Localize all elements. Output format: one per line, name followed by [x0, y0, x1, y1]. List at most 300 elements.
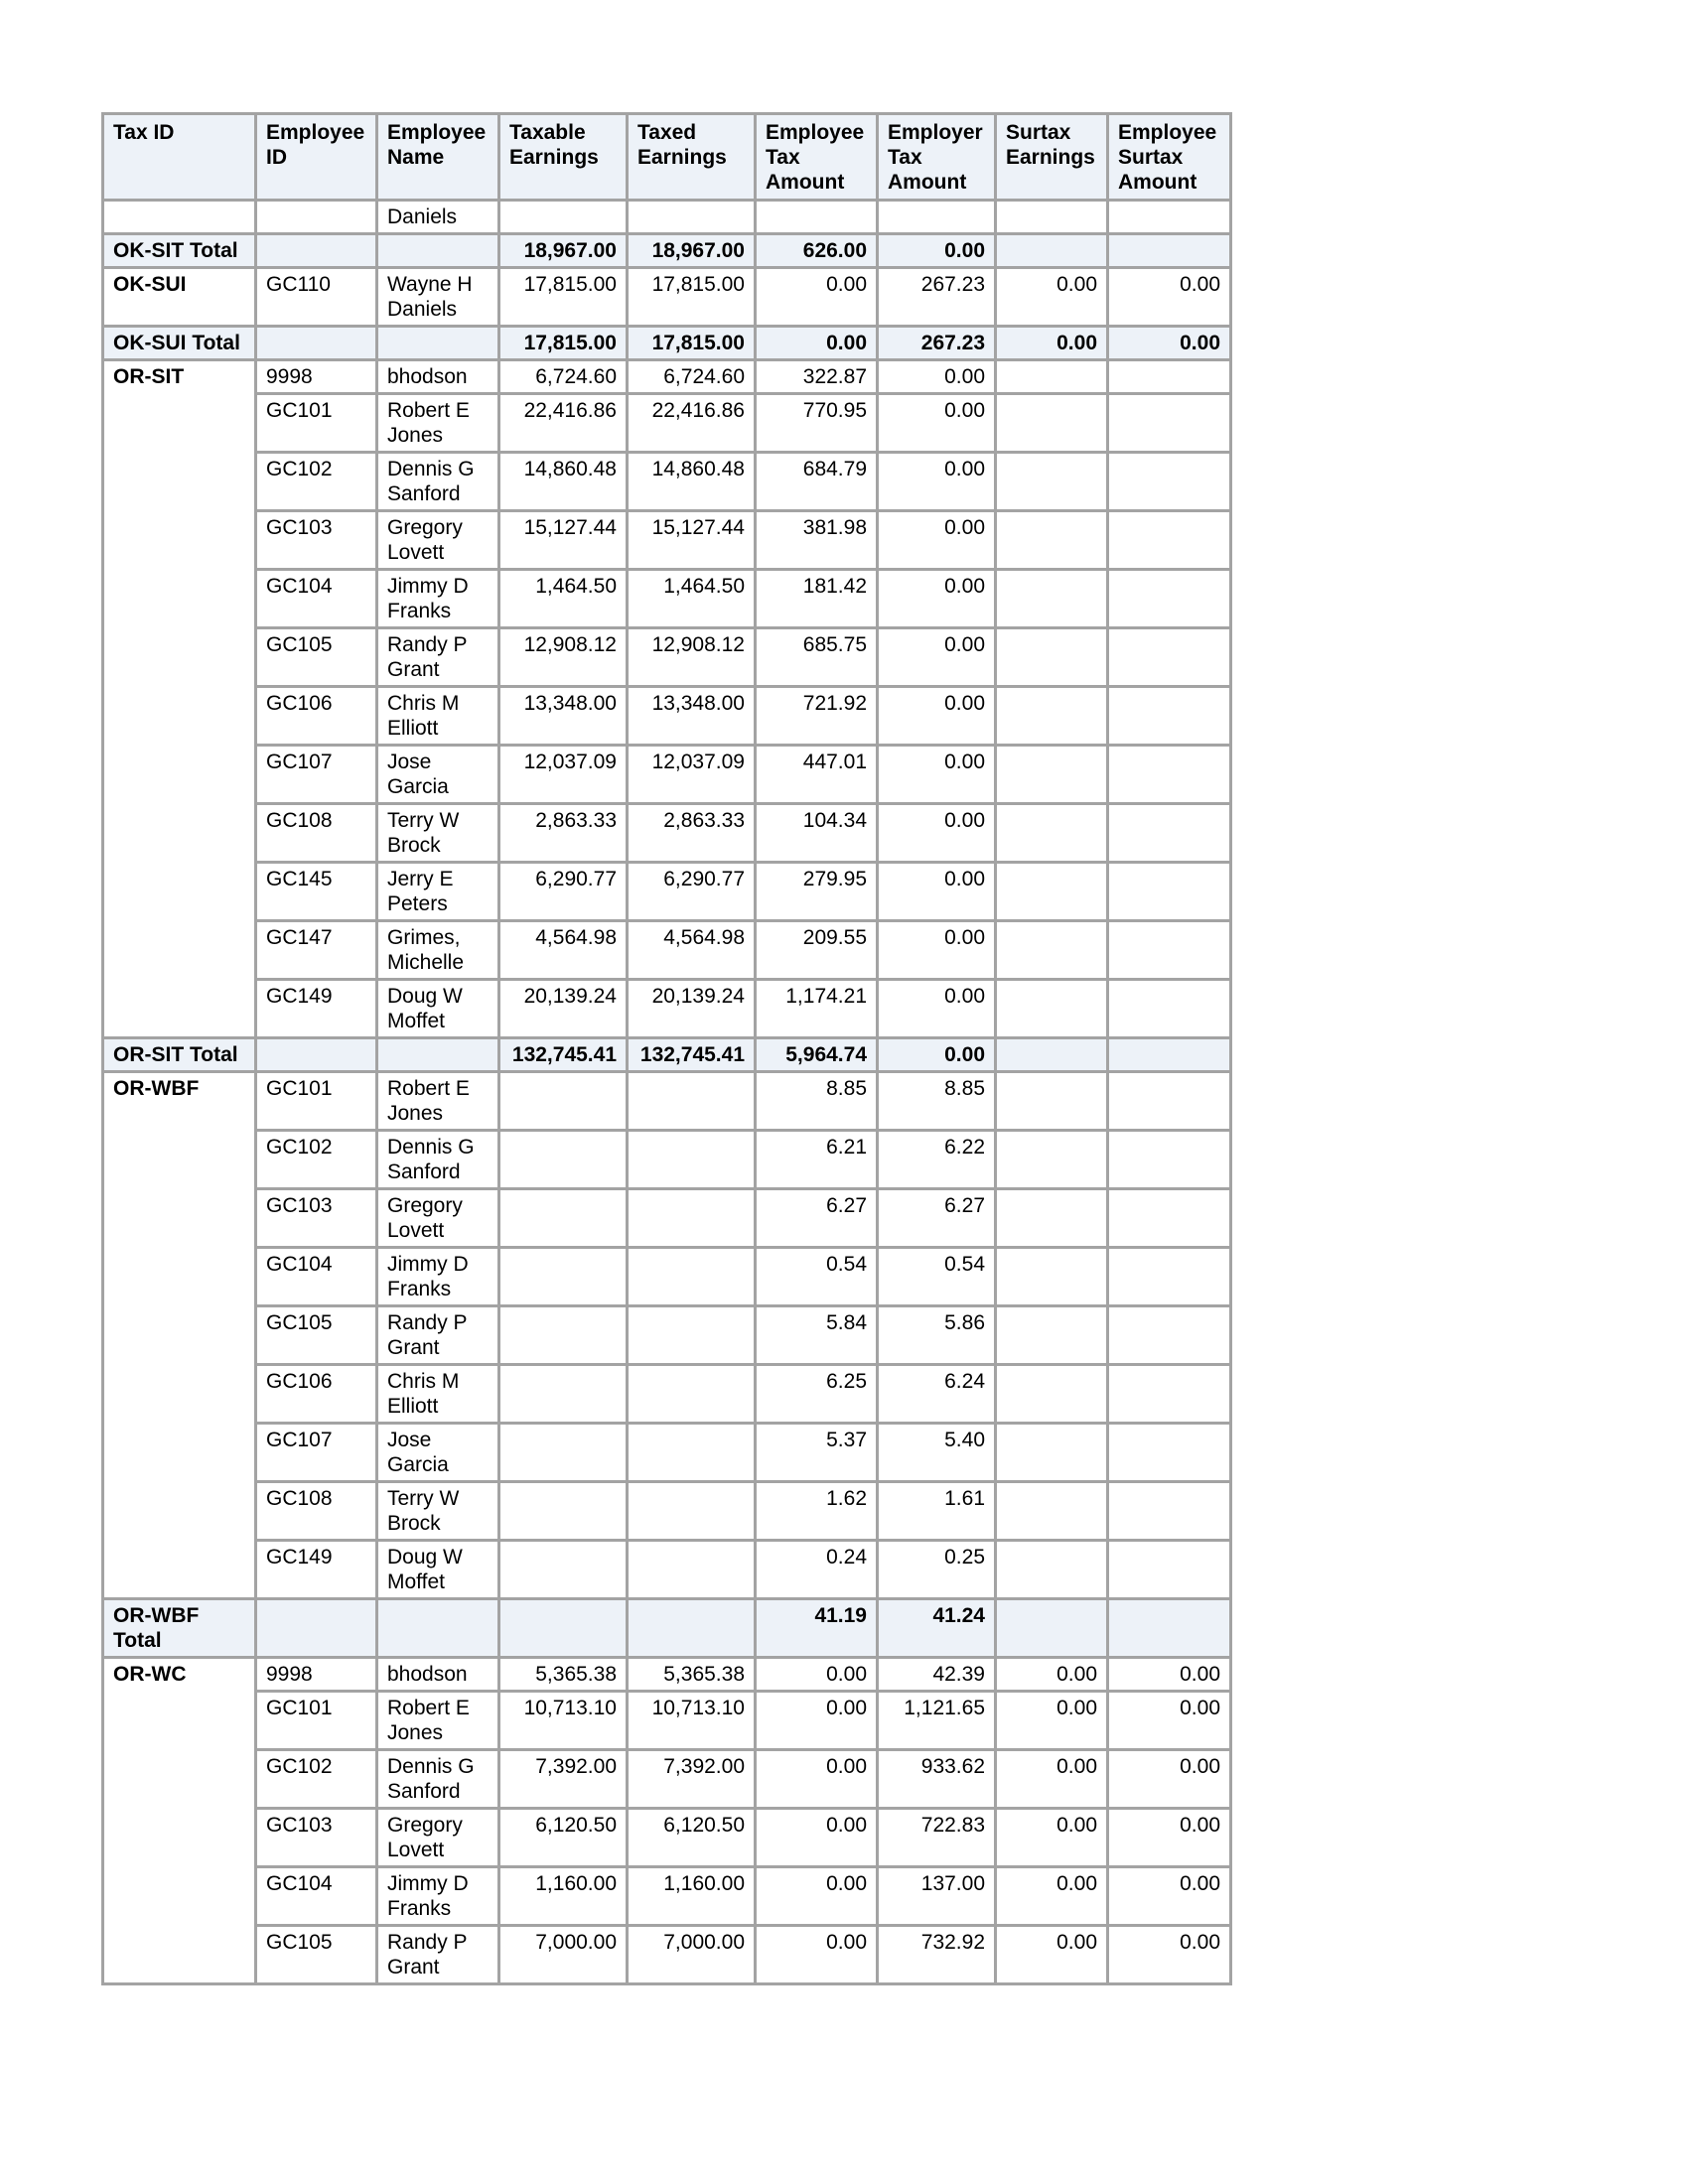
- employee-id-cell: [256, 1038, 377, 1072]
- tax-id-cell: [103, 570, 256, 628]
- taxable-earnings-cell: [499, 1131, 628, 1189]
- taxable-earnings-cell: 15,127.44: [499, 511, 628, 570]
- surtax-earnings-cell: [996, 1482, 1108, 1541]
- employee-id-cell: GC149: [256, 980, 377, 1038]
- employer-tax-amount-cell: 0.00: [878, 804, 996, 863]
- employee-tax-amount-cell: 6.25: [756, 1365, 878, 1424]
- tax-id-cell: [103, 687, 256, 746]
- tax-id-cell: OK-SUI: [103, 268, 256, 327]
- table-row: [103, 1248, 1231, 1306]
- employee-tax-amount-cell: 1.62: [756, 1482, 878, 1541]
- surtax-earnings-cell: 0.00: [996, 1750, 1108, 1809]
- taxed-earnings-cell: 1,160.00: [628, 1867, 756, 1926]
- employee-name-cell: bhodson: [377, 360, 499, 394]
- employer-tax-amount-cell: 0.00: [878, 921, 996, 980]
- employee-name-cell: Robert E Jones: [377, 1072, 499, 1131]
- tax-id-cell: [103, 1750, 256, 1809]
- tax-id-cell: [103, 921, 256, 980]
- surtax-earnings-cell: 0.00: [996, 1926, 1108, 1984]
- tax-id-cell: OR-SIT: [103, 360, 256, 394]
- employee-id-cell: [256, 1599, 377, 1658]
- employee-id-cell: GC102: [256, 1131, 377, 1189]
- table-row: [103, 1809, 1231, 1867]
- employee-name-cell: Doug W Moffet: [377, 980, 499, 1038]
- col-header-employee-name: Employee Name: [377, 114, 499, 201]
- taxable-earnings-cell: [499, 1365, 628, 1424]
- taxable-earnings-cell: 22,416.86: [499, 394, 628, 453]
- surtax-earnings-cell: 0.00: [996, 268, 1108, 327]
- employee-name-cell: Daniels: [377, 201, 499, 234]
- employee-name-cell: Dennis G Sanford: [377, 453, 499, 511]
- taxed-earnings-cell: 132,745.41: [628, 1038, 756, 1072]
- taxed-earnings-cell: 4,564.98: [628, 921, 756, 980]
- employee-surtax-amount-cell: [1108, 1248, 1231, 1306]
- employer-tax-amount-cell: [878, 201, 996, 234]
- table-row: [103, 746, 1231, 804]
- col-header-taxable-earnings: Taxable Earnings: [499, 114, 628, 201]
- employer-tax-amount-cell: 0.00: [878, 863, 996, 921]
- employee-name-cell: Randy P Grant: [377, 628, 499, 687]
- employer-tax-amount-cell: 0.54: [878, 1248, 996, 1306]
- employer-tax-amount-cell: 137.00: [878, 1867, 996, 1926]
- taxed-earnings-cell: [628, 1424, 756, 1482]
- employee-surtax-amount-cell: [1108, 687, 1231, 746]
- employee-surtax-amount-cell: [1108, 453, 1231, 511]
- employee-surtax-amount-cell: [1108, 394, 1231, 453]
- surtax-earnings-cell: [996, 570, 1108, 628]
- employee-id-cell: GC145: [256, 863, 377, 921]
- employee-tax-amount-cell: 0.00: [756, 1867, 878, 1926]
- table-row: [103, 687, 1231, 746]
- taxable-earnings-cell: [499, 1599, 628, 1658]
- employer-tax-amount-cell: 6.24: [878, 1365, 996, 1424]
- employee-id-cell: [256, 234, 377, 268]
- taxable-earnings-cell: 5,365.38: [499, 1658, 628, 1692]
- taxable-earnings-cell: 14,860.48: [499, 453, 628, 511]
- tax-id-cell: [103, 1424, 256, 1482]
- taxable-earnings-cell: [499, 1248, 628, 1306]
- taxable-earnings-cell: [499, 1482, 628, 1541]
- employee-tax-amount-cell: 0.24: [756, 1541, 878, 1599]
- surtax-earnings-cell: 0.00: [996, 1867, 1108, 1926]
- employer-tax-amount-cell: 5.86: [878, 1306, 996, 1365]
- surtax-earnings-cell: [996, 687, 1108, 746]
- taxed-earnings-cell: 15,127.44: [628, 511, 756, 570]
- tax-id-cell: [103, 1482, 256, 1541]
- header-row: [103, 114, 1231, 201]
- tax-id-cell: [103, 980, 256, 1038]
- table-row: [103, 1541, 1231, 1599]
- employee-name-cell: Dennis G Sanford: [377, 1750, 499, 1809]
- employee-id-cell: GC104: [256, 1867, 377, 1926]
- employee-tax-amount-cell: 6.21: [756, 1131, 878, 1189]
- employee-surtax-amount-cell: [1108, 570, 1231, 628]
- employee-id-cell: GC106: [256, 1365, 377, 1424]
- taxed-earnings-cell: 18,967.00: [628, 234, 756, 268]
- employee-tax-amount-cell: 770.95: [756, 394, 878, 453]
- employee-name-cell: Chris M Elliott: [377, 687, 499, 746]
- taxed-earnings-cell: [628, 1248, 756, 1306]
- table-row: [103, 570, 1231, 628]
- taxable-earnings-cell: 6,290.77: [499, 863, 628, 921]
- total-row: [103, 1599, 1231, 1658]
- taxed-earnings-cell: [628, 1189, 756, 1248]
- employee-surtax-amount-cell: 0.00: [1108, 1750, 1231, 1809]
- employee-id-cell: GC105: [256, 628, 377, 687]
- surtax-earnings-cell: 0.00: [996, 1658, 1108, 1692]
- col-header-surtax-earnings: Surtax Earnings: [996, 114, 1108, 201]
- table-row: [103, 1926, 1231, 1984]
- employee-tax-amount-cell: 381.98: [756, 511, 878, 570]
- table-row: [103, 1424, 1231, 1482]
- employee-tax-amount-cell: 685.75: [756, 628, 878, 687]
- taxable-earnings-cell: [499, 1072, 628, 1131]
- taxable-earnings-cell: [499, 1424, 628, 1482]
- employee-id-cell: GC105: [256, 1306, 377, 1365]
- employee-tax-amount-cell: 0.54: [756, 1248, 878, 1306]
- employee-tax-amount-cell: 0.00: [756, 1926, 878, 1984]
- col-header-employee-tax-amount: Employee Tax Amount: [756, 114, 878, 201]
- taxable-earnings-cell: [499, 201, 628, 234]
- employee-id-cell: GC105: [256, 1926, 377, 1984]
- employee-name-cell: Randy P Grant: [377, 1306, 499, 1365]
- col-header-taxed-earnings: Taxed Earnings: [628, 114, 756, 201]
- employee-surtax-amount-cell: [1108, 921, 1231, 980]
- employee-surtax-amount-cell: [1108, 1072, 1231, 1131]
- col-header-employee-surtax-amount: Employee Surtax Amount: [1108, 114, 1231, 201]
- surtax-earnings-cell: 0.00: [996, 327, 1108, 360]
- employee-id-cell: [256, 327, 377, 360]
- employee-tax-amount-cell: 8.85: [756, 1072, 878, 1131]
- taxable-earnings-cell: [499, 1541, 628, 1599]
- employee-tax-amount-cell: 0.00: [756, 1750, 878, 1809]
- employer-tax-amount-cell: 0.00: [878, 746, 996, 804]
- surtax-earnings-cell: [996, 1189, 1108, 1248]
- total-row: [103, 234, 1231, 268]
- tax-id-cell: OR-WBF Total: [103, 1599, 256, 1658]
- employee-name-cell: Jimmy D Franks: [377, 1867, 499, 1926]
- surtax-earnings-cell: [996, 201, 1108, 234]
- table-row: [103, 360, 1231, 394]
- employee-name-cell: Robert E Jones: [377, 1692, 499, 1750]
- surtax-earnings-cell: [996, 921, 1108, 980]
- taxed-earnings-cell: 6,120.50: [628, 1809, 756, 1867]
- tax-id-cell: [103, 628, 256, 687]
- employee-tax-amount-cell: [756, 201, 878, 234]
- employee-surtax-amount-cell: 0.00: [1108, 1809, 1231, 1867]
- tax-id-cell: [103, 1692, 256, 1750]
- employee-id-cell: GC107: [256, 746, 377, 804]
- surtax-earnings-cell: 0.00: [996, 1692, 1108, 1750]
- tax-id-cell: [103, 1365, 256, 1424]
- employee-tax-amount-cell: 104.34: [756, 804, 878, 863]
- taxable-earnings-cell: 10,713.10: [499, 1692, 628, 1750]
- employee-name-cell: [377, 1038, 499, 1072]
- employee-surtax-amount-cell: [1108, 360, 1231, 394]
- table-row: [103, 1306, 1231, 1365]
- employee-id-cell: GC103: [256, 1809, 377, 1867]
- tax-id-cell: [103, 453, 256, 511]
- employee-name-cell: Terry W Brock: [377, 1482, 499, 1541]
- taxable-earnings-cell: 4,564.98: [499, 921, 628, 980]
- taxed-earnings-cell: 14,860.48: [628, 453, 756, 511]
- employee-tax-amount-cell: 0.00: [756, 1692, 878, 1750]
- tax-id-cell: [103, 201, 256, 234]
- total-row: [103, 1038, 1231, 1072]
- employee-id-cell: GC101: [256, 1072, 377, 1131]
- employee-tax-amount-cell: 0.00: [756, 1809, 878, 1867]
- tax-id-cell: [103, 511, 256, 570]
- tax-id-cell: [103, 1541, 256, 1599]
- employer-tax-amount-cell: 0.00: [878, 511, 996, 570]
- taxed-earnings-cell: [628, 1482, 756, 1541]
- tax-report-table: [101, 112, 1232, 1985]
- employee-surtax-amount-cell: 0.00: [1108, 268, 1231, 327]
- employee-name-cell: Terry W Brock: [377, 804, 499, 863]
- tax-id-cell: [103, 804, 256, 863]
- table-row: [103, 804, 1231, 863]
- taxable-earnings-cell: 7,392.00: [499, 1750, 628, 1809]
- employee-name-cell: Grimes, Michelle: [377, 921, 499, 980]
- employee-name-cell: [377, 327, 499, 360]
- employee-tax-amount-cell: 5.37: [756, 1424, 878, 1482]
- employee-id-cell: GC106: [256, 687, 377, 746]
- employer-tax-amount-cell: 267.23: [878, 327, 996, 360]
- surtax-earnings-cell: [996, 394, 1108, 453]
- employer-tax-amount-cell: 0.00: [878, 570, 996, 628]
- surtax-earnings-cell: [996, 1365, 1108, 1424]
- table-row: [103, 1482, 1231, 1541]
- table-row: [103, 980, 1231, 1038]
- taxed-earnings-cell: [628, 1072, 756, 1131]
- taxed-earnings-cell: 6,290.77: [628, 863, 756, 921]
- table-row: [103, 1365, 1231, 1424]
- employee-surtax-amount-cell: [1108, 1038, 1231, 1072]
- employer-tax-amount-cell: 267.23: [878, 268, 996, 327]
- taxable-earnings-cell: [499, 1189, 628, 1248]
- employee-surtax-amount-cell: [1108, 1189, 1231, 1248]
- total-row: [103, 327, 1231, 360]
- employee-surtax-amount-cell: [1108, 511, 1231, 570]
- surtax-earnings-cell: [996, 804, 1108, 863]
- table-row: [103, 1658, 1231, 1692]
- taxable-earnings-cell: 18,967.00: [499, 234, 628, 268]
- table-row: [103, 511, 1231, 570]
- taxed-earnings-cell: 2,863.33: [628, 804, 756, 863]
- taxable-earnings-cell: 12,037.09: [499, 746, 628, 804]
- taxed-earnings-cell: 10,713.10: [628, 1692, 756, 1750]
- employee-id-cell: GC149: [256, 1541, 377, 1599]
- surtax-earnings-cell: [996, 863, 1108, 921]
- employer-tax-amount-cell: 0.00: [878, 234, 996, 268]
- table-row: [103, 453, 1231, 511]
- employer-tax-amount-cell: 6.27: [878, 1189, 996, 1248]
- employee-surtax-amount-cell: [1108, 1365, 1231, 1424]
- employee-surtax-amount-cell: 0.00: [1108, 327, 1231, 360]
- employee-tax-amount-cell: 322.87: [756, 360, 878, 394]
- tax-id-cell: [103, 746, 256, 804]
- surtax-earnings-cell: [996, 1072, 1108, 1131]
- employee-tax-amount-cell: 0.00: [756, 268, 878, 327]
- employee-id-cell: GC101: [256, 394, 377, 453]
- employee-surtax-amount-cell: 0.00: [1108, 1658, 1231, 1692]
- taxed-earnings-cell: [628, 1365, 756, 1424]
- employee-tax-amount-cell: 447.01: [756, 746, 878, 804]
- tax-id-cell: OR-WBF: [103, 1072, 256, 1131]
- table-row: [103, 921, 1231, 980]
- table-row: [103, 1131, 1231, 1189]
- surtax-earnings-cell: [996, 980, 1108, 1038]
- taxed-earnings-cell: 17,815.00: [628, 327, 756, 360]
- employee-surtax-amount-cell: [1108, 1424, 1231, 1482]
- taxed-earnings-cell: 17,815.00: [628, 268, 756, 327]
- employee-id-cell: GC147: [256, 921, 377, 980]
- employee-name-cell: Jerry E Peters: [377, 863, 499, 921]
- tax-id-cell: [103, 1809, 256, 1867]
- employee-name-cell: Wayne H Daniels: [377, 268, 499, 327]
- table-row: [103, 1072, 1231, 1131]
- employee-name-cell: Jose Garcia: [377, 746, 499, 804]
- tax-id-cell: [103, 1131, 256, 1189]
- taxed-earnings-cell: [628, 1306, 756, 1365]
- taxable-earnings-cell: 1,464.50: [499, 570, 628, 628]
- employee-name-cell: Gregory Lovett: [377, 1809, 499, 1867]
- table-row: [103, 1189, 1231, 1248]
- employer-tax-amount-cell: 0.00: [878, 360, 996, 394]
- employee-id-cell: GC104: [256, 570, 377, 628]
- surtax-earnings-cell: [996, 511, 1108, 570]
- tax-id-cell: [103, 1867, 256, 1926]
- employee-surtax-amount-cell: 0.00: [1108, 1926, 1231, 1984]
- employee-tax-amount-cell: 6.27: [756, 1189, 878, 1248]
- taxed-earnings-cell: [628, 1131, 756, 1189]
- employer-tax-amount-cell: 0.00: [878, 628, 996, 687]
- employee-surtax-amount-cell: 0.00: [1108, 1867, 1231, 1926]
- employer-tax-amount-cell: 5.40: [878, 1424, 996, 1482]
- employee-tax-amount-cell: 1,174.21: [756, 980, 878, 1038]
- employee-id-cell: GC101: [256, 1692, 377, 1750]
- employee-name-cell: bhodson: [377, 1658, 499, 1692]
- employee-surtax-amount-cell: [1108, 1306, 1231, 1365]
- employee-surtax-amount-cell: [1108, 1541, 1231, 1599]
- taxable-earnings-cell: 6,120.50: [499, 1809, 628, 1867]
- taxed-earnings-cell: 20,139.24: [628, 980, 756, 1038]
- employee-name-cell: Doug W Moffet: [377, 1541, 499, 1599]
- employer-tax-amount-cell: 42.39: [878, 1658, 996, 1692]
- surtax-earnings-cell: [996, 1306, 1108, 1365]
- employer-tax-amount-cell: 0.25: [878, 1541, 996, 1599]
- surtax-earnings-cell: [996, 360, 1108, 394]
- employee-surtax-amount-cell: [1108, 1482, 1231, 1541]
- employer-tax-amount-cell: 0.00: [878, 394, 996, 453]
- taxable-earnings-cell: 7,000.00: [499, 1926, 628, 1984]
- taxable-earnings-cell: 1,160.00: [499, 1867, 628, 1926]
- taxed-earnings-cell: 6,724.60: [628, 360, 756, 394]
- table-row: [103, 394, 1231, 453]
- employer-tax-amount-cell: 722.83: [878, 1809, 996, 1867]
- employee-name-cell: Gregory Lovett: [377, 511, 499, 570]
- table-row: [103, 268, 1231, 327]
- surtax-earnings-cell: [996, 453, 1108, 511]
- taxable-earnings-cell: 6,724.60: [499, 360, 628, 394]
- employee-tax-amount-cell: 209.55: [756, 921, 878, 980]
- employee-name-cell: Chris M Elliott: [377, 1365, 499, 1424]
- table-row: [103, 1692, 1231, 1750]
- employer-tax-amount-cell: 8.85: [878, 1072, 996, 1131]
- employee-id-cell: [256, 201, 377, 234]
- taxed-earnings-cell: 5,365.38: [628, 1658, 756, 1692]
- employer-tax-amount-cell: 1.61: [878, 1482, 996, 1541]
- taxable-earnings-cell: [499, 1306, 628, 1365]
- surtax-earnings-cell: [996, 1131, 1108, 1189]
- taxed-earnings-cell: 1,464.50: [628, 570, 756, 628]
- taxed-earnings-cell: 13,348.00: [628, 687, 756, 746]
- report-body: [103, 201, 1231, 1984]
- employer-tax-amount-cell: 1,121.65: [878, 1692, 996, 1750]
- employer-tax-amount-cell: 933.62: [878, 1750, 996, 1809]
- employee-surtax-amount-cell: [1108, 863, 1231, 921]
- employee-surtax-amount-cell: [1108, 201, 1231, 234]
- employee-surtax-amount-cell: [1108, 1131, 1231, 1189]
- tax-id-cell: [103, 1926, 256, 1984]
- employee-tax-amount-cell: 5.84: [756, 1306, 878, 1365]
- employee-surtax-amount-cell: [1108, 980, 1231, 1038]
- table-row: [103, 201, 1231, 234]
- employee-surtax-amount-cell: [1108, 628, 1231, 687]
- col-header-tax-id: Tax ID: [103, 114, 256, 201]
- employee-name-cell: Jose Garcia: [377, 1424, 499, 1482]
- employer-tax-amount-cell: 0.00: [878, 453, 996, 511]
- employer-tax-amount-cell: 0.00: [878, 980, 996, 1038]
- tax-id-cell: [103, 1248, 256, 1306]
- tax-id-cell: [103, 1189, 256, 1248]
- employee-name-cell: Robert E Jones: [377, 394, 499, 453]
- taxed-earnings-cell: [628, 201, 756, 234]
- employee-surtax-amount-cell: [1108, 746, 1231, 804]
- employee-id-cell: GC108: [256, 804, 377, 863]
- tax-id-cell: OK-SUI Total: [103, 327, 256, 360]
- taxed-earnings-cell: 12,908.12: [628, 628, 756, 687]
- surtax-earnings-cell: [996, 1541, 1108, 1599]
- employee-tax-amount-cell: 181.42: [756, 570, 878, 628]
- employer-tax-amount-cell: 0.00: [878, 1038, 996, 1072]
- surtax-earnings-cell: [996, 1424, 1108, 1482]
- employee-surtax-amount-cell: [1108, 234, 1231, 268]
- taxable-earnings-cell: 12,908.12: [499, 628, 628, 687]
- taxable-earnings-cell: 2,863.33: [499, 804, 628, 863]
- table-row: [103, 1867, 1231, 1926]
- employee-id-cell: GC110: [256, 268, 377, 327]
- employee-tax-amount-cell: 5,964.74: [756, 1038, 878, 1072]
- employer-tax-amount-cell: 6.22: [878, 1131, 996, 1189]
- tax-id-cell: [103, 863, 256, 921]
- employee-id-cell: GC103: [256, 511, 377, 570]
- taxable-earnings-cell: 17,815.00: [499, 327, 628, 360]
- surtax-earnings-cell: [996, 1599, 1108, 1658]
- employee-surtax-amount-cell: 0.00: [1108, 1692, 1231, 1750]
- employee-tax-amount-cell: 41.19: [756, 1599, 878, 1658]
- surtax-earnings-cell: [996, 746, 1108, 804]
- employee-name-cell: Jimmy D Franks: [377, 570, 499, 628]
- tax-id-cell: OK-SIT Total: [103, 234, 256, 268]
- taxed-earnings-cell: 7,000.00: [628, 1926, 756, 1984]
- col-header-employer-tax-amount: Employer Tax Amount: [878, 114, 996, 201]
- taxable-earnings-cell: 132,745.41: [499, 1038, 628, 1072]
- tax-id-cell: [103, 394, 256, 453]
- taxed-earnings-cell: 7,392.00: [628, 1750, 756, 1809]
- employee-id-cell: GC102: [256, 453, 377, 511]
- surtax-earnings-cell: [996, 1248, 1108, 1306]
